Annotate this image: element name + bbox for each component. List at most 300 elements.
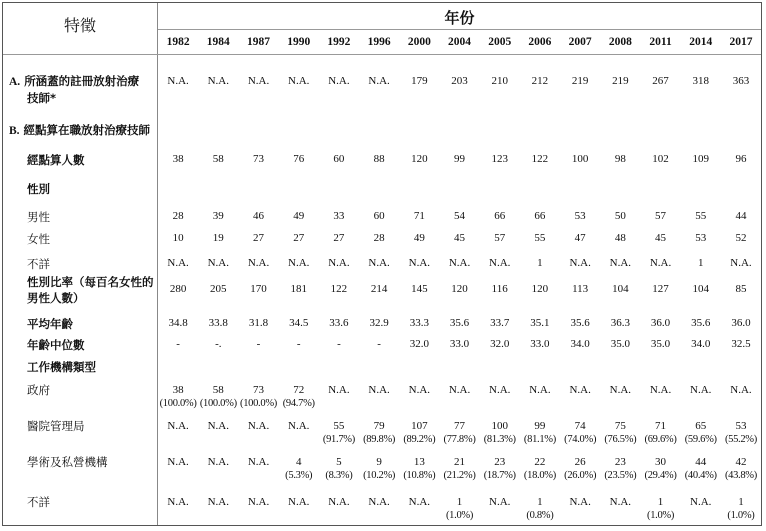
cell-value: - xyxy=(337,338,341,350)
cell-value: 71 xyxy=(655,420,667,432)
cell-value: 33.3 xyxy=(409,317,429,329)
year-header: 年份 xyxy=(444,9,475,27)
year-2008: 2008 xyxy=(608,36,632,48)
cell-2014 xyxy=(681,384,721,410)
cell-2000 xyxy=(399,420,439,446)
cell-value: N.A. xyxy=(167,257,189,269)
cell-1996 xyxy=(359,75,399,88)
cell-2011 xyxy=(640,496,680,522)
cell-value: 49 xyxy=(413,232,425,244)
cell-2000 xyxy=(399,75,439,88)
cell-2011 xyxy=(640,456,680,482)
year-1996: 1996 xyxy=(367,36,391,48)
row-label-text: 性別比率（每百名女性的 xyxy=(27,275,154,289)
cell-value: N.A. xyxy=(408,496,431,508)
row-label-continuation: 技師* xyxy=(27,91,57,105)
row-values xyxy=(158,232,761,245)
cell-value: 26 xyxy=(574,456,586,468)
cell-value: 55 xyxy=(695,210,707,222)
year-1992: 1992 xyxy=(327,36,351,48)
cell-value: 1 xyxy=(657,496,664,508)
cell-2014 xyxy=(681,210,721,223)
row-label-text: 所涵蓋的註冊放射治療 xyxy=(24,74,140,88)
cell-1990 xyxy=(279,420,319,446)
cell-value: N.A. xyxy=(569,384,591,396)
cell-value: 113 xyxy=(572,283,589,295)
cell-value: 1 xyxy=(456,496,463,508)
cell-value: 33.0 xyxy=(530,338,550,350)
cell-value: N.A. xyxy=(368,384,390,396)
row-label xyxy=(27,181,177,197)
cell-2014 xyxy=(681,317,721,330)
cell-value: N.A. xyxy=(328,384,350,396)
cell-2000 xyxy=(399,384,439,410)
row-label xyxy=(27,382,177,398)
cell-2017 xyxy=(721,496,761,522)
cell-1992 xyxy=(319,496,359,522)
cell-2008 xyxy=(600,420,640,446)
cell-value: N.A. xyxy=(288,257,310,269)
cell-1987 xyxy=(238,257,278,270)
cell-1987 xyxy=(238,456,278,482)
cell-value: 5 xyxy=(336,456,342,468)
cell-1984 xyxy=(198,420,238,446)
cell-value: 34.0 xyxy=(570,338,590,350)
cell-1984 xyxy=(198,338,238,351)
cell-value: N.A. xyxy=(730,257,752,269)
cell-2008 xyxy=(600,75,640,88)
cell-2017 xyxy=(721,283,761,296)
cell-value: 27 xyxy=(293,232,305,244)
cell-percentage: (26.0%) xyxy=(564,470,597,481)
cell-value: N.A. xyxy=(448,257,471,269)
cell-2014 xyxy=(681,338,721,351)
cell-value: 1 xyxy=(537,496,543,508)
cell-value: N.A. xyxy=(247,75,270,87)
cell-2005 xyxy=(480,75,520,88)
cell-value: 35.6 xyxy=(570,317,590,329)
cell-value: 219 xyxy=(612,75,629,87)
cell-2006 xyxy=(520,456,560,482)
row-label-text: 平均年齡 xyxy=(27,317,73,331)
cell-value: 66 xyxy=(534,210,546,222)
year-2000: 2000 xyxy=(407,36,431,48)
row-label xyxy=(27,231,177,247)
cell-2008 xyxy=(600,338,640,351)
cell-2004 xyxy=(439,210,479,223)
cell-value: 54 xyxy=(454,210,466,222)
cell-1996 xyxy=(359,210,399,223)
cell-value: 120 xyxy=(531,283,549,295)
cell-value: 38 xyxy=(172,384,184,396)
cell-2017 xyxy=(721,317,761,330)
cell-value: 33.8 xyxy=(208,317,228,329)
cell-2004 xyxy=(439,496,479,522)
row-label-text: 醫院管理局 xyxy=(27,419,85,433)
row-label-text: 不詳 xyxy=(27,257,50,271)
cell-2000 xyxy=(399,496,439,522)
cell-value: 47 xyxy=(574,232,586,244)
cell-2005 xyxy=(480,257,520,270)
row-values xyxy=(158,153,761,166)
cell-1982 xyxy=(158,496,198,522)
cell-1992 xyxy=(319,210,359,223)
cell-1996 xyxy=(359,456,399,482)
cell-1992 xyxy=(319,232,359,245)
cell-value: 46 xyxy=(253,210,264,222)
cell-value: 44 xyxy=(695,456,707,468)
cell-value: N.A. xyxy=(207,257,229,269)
cell-2004 xyxy=(439,384,479,410)
cell-2017 xyxy=(721,384,761,410)
cell-2008 xyxy=(600,317,640,330)
cell-value: N.A. xyxy=(167,75,189,87)
cell-1984 xyxy=(198,257,238,270)
cell-value: 318 xyxy=(692,75,709,87)
cell-1982 xyxy=(158,317,198,330)
row-prefix: B. xyxy=(9,125,20,137)
cell-value: 100 xyxy=(491,420,508,432)
cell-2004 xyxy=(439,338,479,351)
cell-2000 xyxy=(399,232,439,245)
cell-2014 xyxy=(681,420,721,446)
cell-value: 35.0 xyxy=(610,338,630,350)
cell-1984 xyxy=(198,384,238,410)
cell-value: 27 xyxy=(253,232,264,244)
year-2005: 2005 xyxy=(488,36,512,48)
cell-value: N.A. xyxy=(207,420,229,432)
cell-percentage: (10.2%) xyxy=(363,470,396,481)
cell-value: 122 xyxy=(531,153,549,165)
feature-header: 特徵 xyxy=(63,16,96,35)
cell-2011 xyxy=(640,75,680,88)
cell-value: 32.0 xyxy=(490,338,510,350)
cell-value: 74 xyxy=(574,420,586,432)
cell-value: 33.7 xyxy=(490,317,510,329)
cell-2017 xyxy=(721,420,761,446)
cell-2000 xyxy=(399,317,439,330)
cell-2004 xyxy=(439,283,479,296)
cell-2008 xyxy=(600,456,640,482)
cell-1996 xyxy=(359,420,399,446)
row-values xyxy=(158,317,761,330)
cell-1982 xyxy=(158,420,198,446)
cell-percentage: (89.2%) xyxy=(403,434,436,445)
cell-value: N.A. xyxy=(328,75,350,87)
cell-1987 xyxy=(238,420,278,446)
cell-percentage: (21.2%) xyxy=(443,470,476,481)
row-values xyxy=(158,210,761,223)
row-label xyxy=(27,359,177,375)
cell-2011 xyxy=(640,317,680,330)
cell-value: 32.0 xyxy=(409,338,429,350)
cell-value: N.A. xyxy=(609,384,632,396)
year-1987: 1987 xyxy=(247,36,270,48)
cell-value: N.A. xyxy=(328,496,350,508)
cell-value: 71 xyxy=(413,210,425,222)
cell-percentage: (59.6%) xyxy=(684,434,717,445)
cell-value: 35.6 xyxy=(691,317,711,329)
cell-percentage: (91.7%) xyxy=(322,434,355,445)
cell-1990 xyxy=(279,496,319,522)
cell-value: 31.8 xyxy=(248,317,269,329)
cell-2008 xyxy=(600,384,640,410)
cell-2007 xyxy=(560,384,600,410)
cell-2005 xyxy=(480,496,520,522)
cell-value: 72 xyxy=(293,384,305,396)
cell-percentage: (77.8%) xyxy=(443,434,476,445)
cell-value: 100 xyxy=(571,153,589,165)
cell-value: 203 xyxy=(451,75,468,87)
cell-value: 170 xyxy=(250,283,267,295)
cell-2007 xyxy=(560,496,600,522)
cell-value: - xyxy=(176,338,180,350)
cell-1996 xyxy=(359,232,399,245)
cell-value: 27 xyxy=(333,232,345,244)
cell-value: N.A. xyxy=(448,384,471,396)
cell-value: 36.0 xyxy=(650,317,671,329)
row-label-continuation: 男性人數） xyxy=(27,291,85,305)
cell-value: 79 xyxy=(373,420,385,432)
cell-value: 55 xyxy=(534,232,546,244)
cell-value: 53 xyxy=(735,420,747,432)
cell-1990 xyxy=(279,338,319,351)
cell-1990 xyxy=(279,210,319,223)
cell-value: N.A. xyxy=(288,420,310,432)
cell-value: 36.3 xyxy=(610,317,630,329)
cell-percentage: (43.8%) xyxy=(724,470,757,481)
cell-percentage: (81.1%) xyxy=(523,434,556,445)
cell-percentage: (8.3%) xyxy=(325,470,353,481)
cell-percentage: (18.7%) xyxy=(483,470,516,481)
cell-2007 xyxy=(560,283,600,296)
cell-value: 107 xyxy=(411,420,428,432)
cell-2004 xyxy=(439,456,479,482)
cell-2014 xyxy=(681,283,721,296)
cell-value: 9 xyxy=(376,456,382,468)
cell-2017 xyxy=(721,257,761,270)
cell-2005 xyxy=(480,384,520,410)
cell-percentage: (23.5%) xyxy=(604,470,637,481)
cell-percentage: (55.2%) xyxy=(724,434,757,445)
cell-percentage: (100.0%) xyxy=(199,398,237,409)
cell-1990 xyxy=(279,384,319,410)
cell-1982 xyxy=(158,210,198,223)
cell-value: N.A. xyxy=(569,257,591,269)
cell-value: N.A. xyxy=(730,384,752,396)
cell-value: 28 xyxy=(373,232,385,244)
cell-value: 1 xyxy=(738,496,744,508)
cell-2006 xyxy=(520,317,560,330)
row-values xyxy=(158,283,761,296)
cell-value: 13 xyxy=(413,456,425,468)
cell-1996 xyxy=(359,283,399,296)
cell-2006 xyxy=(520,257,560,270)
cell-2006 xyxy=(520,232,560,245)
cell-percentage: (0.8%) xyxy=(526,510,554,521)
cell-1987 xyxy=(238,75,278,88)
cell-value: 52 xyxy=(735,232,747,244)
cell-value: 33.6 xyxy=(329,317,349,329)
cell-2004 xyxy=(439,232,479,245)
row-values xyxy=(158,257,761,270)
cell-1984 xyxy=(198,283,238,296)
row-label xyxy=(27,418,177,434)
cell-1987 xyxy=(238,210,278,223)
cell-value: 205 xyxy=(210,283,227,295)
cell-value: 36.0 xyxy=(731,317,751,329)
cell-value: 214 xyxy=(370,283,388,295)
cell-value: 35.6 xyxy=(449,317,470,329)
cell-value: N.A. xyxy=(609,496,632,508)
cell-value: 65 xyxy=(695,420,707,432)
cell-2007 xyxy=(560,75,600,88)
cell-1996 xyxy=(359,317,399,330)
header-divider xyxy=(158,29,761,30)
cell-value: 179 xyxy=(411,75,428,87)
cell-percentage: (76.5%) xyxy=(604,434,637,445)
cell-2017 xyxy=(721,456,761,482)
cell-2017 xyxy=(721,338,761,351)
cell-1984 xyxy=(198,496,238,522)
cell-value: 1 xyxy=(537,257,543,269)
cell-percentage: (18.0%) xyxy=(523,470,556,481)
cell-value: 49 xyxy=(293,210,305,222)
cell-percentage: (89.8%) xyxy=(363,434,396,445)
cell-value: 116 xyxy=(491,283,508,295)
cell-1984 xyxy=(198,317,238,330)
cell-2000 xyxy=(399,338,439,351)
cell-1982 xyxy=(158,257,198,270)
cell-2008 xyxy=(600,232,640,245)
cell-value: N.A. xyxy=(690,496,712,508)
cell-2007 xyxy=(560,420,600,446)
cell-value: N.A. xyxy=(489,384,511,396)
cell-2017 xyxy=(721,232,761,245)
cell-1996 xyxy=(359,153,399,166)
cell-2011 xyxy=(640,338,680,351)
cell-value: 60 xyxy=(333,153,345,165)
cell-value: N.A. xyxy=(690,384,712,396)
cell-1996 xyxy=(359,338,399,351)
row-label-text: 政府 xyxy=(27,383,50,397)
cell-value: 363 xyxy=(732,75,750,87)
cell-percentage: (100.0%) xyxy=(240,398,277,409)
cell-value: - xyxy=(377,338,381,350)
cell-1982 xyxy=(158,384,198,410)
cell-percentage: (1.0%) xyxy=(445,510,474,521)
cell-value: 77 xyxy=(454,420,466,432)
cell-value: N.A. xyxy=(368,75,390,87)
cell-2007 xyxy=(560,210,600,223)
cell-value: - xyxy=(256,338,261,350)
cell-percentage: (74.0%) xyxy=(564,434,597,445)
cell-percentage: (1.0%) xyxy=(647,510,675,521)
cell-value: N.A. xyxy=(247,496,270,508)
cell-1990 xyxy=(279,232,319,245)
cell-1984 xyxy=(198,75,238,88)
cell-2011 xyxy=(640,283,680,296)
cell-value: 53 xyxy=(574,210,586,222)
cell-1992 xyxy=(319,75,359,88)
cell-2005 xyxy=(480,338,520,351)
cell-value: 30 xyxy=(655,456,667,468)
cell-2011 xyxy=(640,257,680,270)
year-2011: 2011 xyxy=(649,36,672,48)
cell-value: N.A. xyxy=(247,456,270,468)
cell-2008 xyxy=(600,210,640,223)
cell-1982 xyxy=(158,232,198,245)
row-values xyxy=(158,420,761,446)
cell-2008 xyxy=(600,257,640,270)
cell-1982 xyxy=(158,456,198,482)
cell-2017 xyxy=(721,210,761,223)
cell-percentage: (29.4%) xyxy=(644,470,677,481)
header-bottom-divider xyxy=(3,54,761,55)
cell-1987 xyxy=(238,317,278,330)
cell-value: 181 xyxy=(290,283,307,295)
cell-value: N.A. xyxy=(649,257,672,269)
row-label xyxy=(27,152,177,168)
cell-value: 104 xyxy=(692,283,709,295)
cell-2004 xyxy=(439,75,479,88)
cell-value: 212 xyxy=(531,75,549,87)
cell-value: 57 xyxy=(494,232,506,244)
cell-1982 xyxy=(158,153,198,166)
cell-2017 xyxy=(721,153,761,166)
row-values xyxy=(158,456,761,482)
year-1990: 1990 xyxy=(287,36,311,48)
cell-value: 73 xyxy=(253,153,264,165)
cell-2000 xyxy=(399,283,439,296)
cell-1982 xyxy=(158,75,198,88)
cell-1992 xyxy=(319,420,359,446)
cell-value: 102 xyxy=(652,153,669,165)
cell-value: N.A. xyxy=(569,496,591,508)
cell-1987 xyxy=(238,232,278,245)
cell-1990 xyxy=(279,153,319,166)
cell-value: 22 xyxy=(534,456,546,468)
cell-value: 50 xyxy=(614,210,626,222)
cell-value: 267 xyxy=(652,75,669,87)
cell-1990 xyxy=(279,75,319,88)
cell-2004 xyxy=(439,317,479,330)
cell-value: 145 xyxy=(411,283,428,295)
cell-value: 21 xyxy=(454,456,466,468)
cell-value: -. xyxy=(215,338,222,350)
row-label-text: 經點算人數 xyxy=(27,153,85,167)
cell-value: 66 xyxy=(494,210,506,222)
row-label-text: 學術及私營機構 xyxy=(27,455,108,469)
cell-value: 32.5 xyxy=(731,338,751,350)
cell-2000 xyxy=(399,210,439,223)
cell-value: 99 xyxy=(454,153,466,165)
cell-2005 xyxy=(480,283,520,296)
cell-2000 xyxy=(399,153,439,166)
cell-2011 xyxy=(640,210,680,223)
cell-2008 xyxy=(600,153,640,166)
cell-1987 xyxy=(238,384,278,410)
cell-1987 xyxy=(238,338,278,351)
cell-2014 xyxy=(681,496,721,522)
row-label xyxy=(27,454,177,470)
cell-2006 xyxy=(520,496,560,522)
cell-1992 xyxy=(319,317,359,330)
cell-percentage: (5.3%) xyxy=(285,470,313,481)
cell-1987 xyxy=(238,283,278,296)
row-label-text: 工作機構類型 xyxy=(27,360,96,374)
cell-2006 xyxy=(520,338,560,351)
